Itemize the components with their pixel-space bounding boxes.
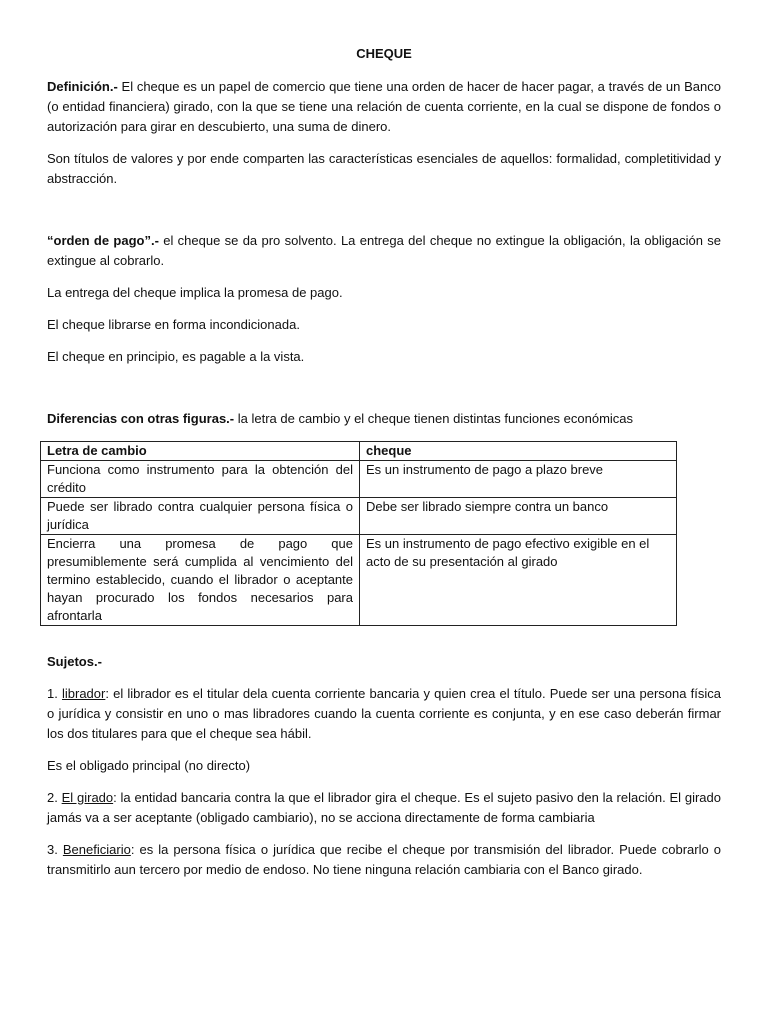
sujetos-heading: Sujetos.- [47, 654, 102, 669]
line-paragraph: El cheque en principio, es pagable a la vista. [47, 349, 305, 364]
table-header-letra: Letra de cambio [41, 442, 360, 461]
sujeto-term: El girado [61, 790, 114, 805]
table-cell: Encierra una promesa de pago que presumiblemente será cumplida al vencimiento del termino establecido, cuando el librador o aceptante hayan procurado los fondos necesarios para afrontarla [41, 535, 360, 626]
sujeto-paragraph: 1. librador: el librador es el titular dela cuenta corriente bancaria y quien crea el título. Puede ser una persona física o jurídica y consistir en uno o mas libradores cuando la cuenta corriente es conjunta, y en ese caso deberán firmar los dos titulares para que el cheque sea hábil. [47, 686, 721, 741]
diferencias-paragraph [47, 409, 721, 429]
diferencias-label: Diferencias con otras figuras.- [47, 411, 235, 426]
table-cell: Es un instrumento de pago a plazo breve [360, 461, 677, 498]
obligado-paragraph: Es el obligado principal (no directo) [47, 758, 251, 773]
definicion-label: Definición.- [47, 79, 118, 94]
table-cell: Puede ser librado contra cualquier persona física o jurídica [41, 498, 360, 535]
table-header-cheque: cheque [360, 442, 677, 461]
orden-pago-text: el cheque se da pro solvento. La entrega del cheque no extingue la obligación, la obligación se extingue al cobrarlo. [47, 233, 721, 268]
table-cell: Funciona como instrumento para la obtención del crédito [41, 461, 360, 498]
table-header-row [41, 442, 677, 461]
definicion-text: El cheque es un papel de comercio que tiene una orden de hacer de hacer pagar, a través de un Banco (o entidad financiera) girado, con la que se tiene una relación de cuenta corriente, en la cual se dispone de fondos o autorización para girar en descubierto, una suma de dinero. [47, 79, 721, 134]
line-paragraph: El cheque librarse en forma incondicionada. [47, 317, 300, 332]
sujeto-paragraph: 3. Beneficiario: es la persona física o jurídica que recibe el cheque por transmisión del librador. Puede cobrarlo o transmitirlo aun tercero por medio de endoso. No tiene ninguna relación cambiaria con el Banco girado. [47, 842, 721, 877]
diferencias-text: la letra de cambio y el cheque tienen distintas funciones económicas [234, 411, 634, 426]
definicion-paragraph [47, 77, 721, 137]
document-body [47, 44, 721, 892]
table-cell: Es un instrumento de pago efectivo exigible en el acto de su presentación al girado [360, 535, 677, 626]
orden-pago-paragraph [47, 231, 721, 271]
comparison-table [40, 441, 677, 626]
orden-pago-label: “orden de pago”.- [47, 233, 159, 248]
titulos-valores-paragraph: Son títulos de valores y por ende comparten las características esenciales de aquellos: formalidad, completitividad y abstracción. [47, 151, 721, 186]
table-row [41, 535, 677, 626]
document-title: CHEQUE [356, 46, 412, 61]
line-paragraph: La entrega del cheque implica la promesa de pago. [47, 285, 343, 300]
sujeto-paragraph: 2. El girado: la entidad bancaria contra la que el librador gira el cheque. Es el sujeto pasivo den la relación. El girado jamás va a ser aceptante (obligado cambiario), no se acciona directamente de forma cambiaria [47, 790, 721, 825]
sujeto-term: librador [61, 686, 106, 701]
table-row [41, 498, 677, 535]
table-cell: Debe ser librado siempre contra un banco [360, 498, 677, 535]
table-row [41, 461, 677, 498]
sujeto-term: Beneficiario [62, 842, 131, 857]
